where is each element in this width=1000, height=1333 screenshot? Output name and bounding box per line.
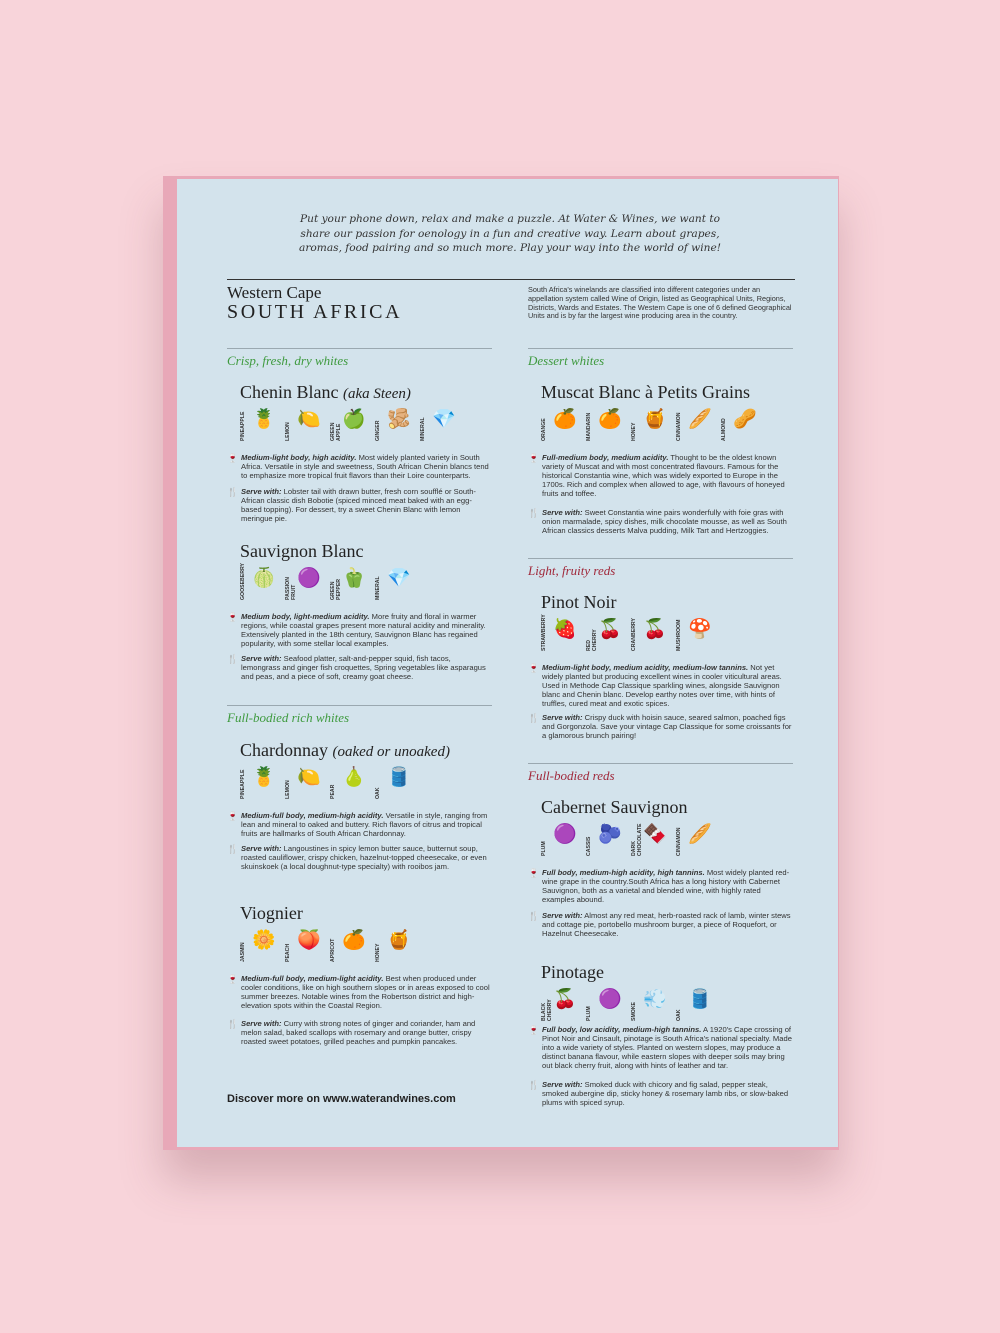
- wine-name-sauvignon: Sauvignon Blanc: [240, 541, 364, 561]
- mineral-icon: 💎: [387, 568, 411, 589]
- wine-glass-icon: 🍷: [528, 453, 540, 463]
- serve-note-chenin: 🍴 Serve with: Lobster tail with drawn butter, fresh corn soufflé or South-African classic dish Bobotie (spiced minced meat baked with an egg-based topping). For dessert, try a sweet Chenin Blanc with lemon meringue pie.: [227, 487, 476, 523]
- aroma-label: PEAR: [330, 784, 336, 799]
- aroma-label: GINGER: [375, 420, 381, 441]
- green-apple-icon: 🍏: [342, 409, 366, 430]
- wine-glass-icon: 🍷: [227, 811, 239, 821]
- serve-note-cabernet: 🍴 Serve with: Almost any red meat, herb-roasted rack of lamb, winter stews and cottage pie, portobello mushroom burger, a piece of Roquefort, or Hazelnut Cheesecake.: [528, 911, 791, 938]
- cranberry-icon: 🍒: [643, 619, 667, 640]
- aroma-item: [285, 928, 333, 964]
- aroma-label: ORANGE: [541, 418, 547, 441]
- fork-icon: 🍴: [227, 654, 239, 664]
- aroma-label: ALMOND: [721, 418, 727, 441]
- aroma-label: GOOSEBERRY: [240, 563, 246, 600]
- aroma-item: [285, 765, 333, 801]
- wine-glass-icon: 🍷: [528, 868, 540, 878]
- intro-text: Put your phone down, relax and make a puzzle. At Water & Wines, we want to share our passion for oenology in a fun and creative way. Learn about grapes, aromas, food pairing and so much more. Play your way into the world of wine!: [299, 213, 721, 254]
- aroma-item: [586, 987, 634, 1023]
- aroma-label: CASSIS: [586, 836, 592, 856]
- aroma-label: PLUM: [586, 1006, 592, 1021]
- aroma-item: [240, 407, 288, 443]
- aroma-item: [240, 928, 288, 964]
- serve-note-chardonnay: 🍴 Serve with: Langoustines in spicy lemon butter sauce, butternut soup, roasted cauliflower, crispy chicken, hazelnut-topped cheesecake, or even skuinskoek (a local doughnut-type specialty) with rooibos jam.: [227, 844, 487, 871]
- pineapple-icon: 🍍: [252, 409, 276, 430]
- aroma-label: OAK: [375, 787, 381, 799]
- aroma-item: [375, 566, 423, 602]
- body-note-sauvignon: 🍷 Medium body, light-medium acidity. More fruity and floral in warmer regions, while coastal grapes present more natural acidity and minerality. Extensively planted in the 18th century, Sauvignon Blanc has regained popularity, with some stellar local examples.: [227, 612, 486, 648]
- aroma-label: CRANBERRY: [631, 618, 637, 651]
- mandarin-icon: 🍊: [598, 409, 622, 430]
- region-title: Western Cape: [227, 283, 322, 302]
- cinnamon-icon: 🥖: [688, 409, 712, 430]
- oak-icon: 🛢️: [688, 989, 712, 1010]
- body-note-viognier: 🍷 Medium-full body, medium-light acidity. Best when produced under cooler conditions, like on high southern slopes or in areas exposed to cool summer breezes. Notable wines from the Robertson district and high-elevation spots within the Coastal Region.: [227, 974, 490, 1010]
- wine-name-viognier: Viognier: [240, 903, 303, 923]
- aroma-label: MUSHROOM: [676, 619, 682, 651]
- aroma-item: [375, 928, 423, 964]
- aroma-item: [420, 407, 468, 443]
- aroma-label: STRAWBERRY: [541, 614, 547, 651]
- wine-name-pinot-noir: Pinot Noir: [541, 592, 617, 612]
- country-title: SOUTH AFRICA: [227, 301, 403, 323]
- red-cherry-icon: 🍒: [598, 619, 622, 640]
- honey-icon: 🍯: [643, 409, 667, 430]
- about-text: South Africa's winelands are classified into different categories under an appellation system called Wine of Origin, listed as Geographical Units, Regions, Districts, Wards and Estates. The Western Cape is one of 6 defined Geographical Units and is by far the largest wine producing area in the country.: [528, 285, 792, 321]
- honey-icon: 🍯: [387, 930, 411, 951]
- aroma-label: MINERAL: [420, 417, 426, 441]
- wine-glass-icon: 🍷: [227, 453, 239, 463]
- wine-glass-icon: 🍷: [528, 663, 540, 673]
- aroma-label: LEMON: [285, 780, 291, 799]
- serve-note-sauvignon: 🍴 Serve with: Seafood platter, salt-and-pepper squid, fish tacos, lemongrass and ginger fish croquettes, Spring vegetables like asparagus and peas, and a piece of soft, creamy goat cheese.: [227, 654, 486, 681]
- aroma-item: [631, 822, 679, 858]
- aroma-label: PINEAPPLE: [240, 769, 246, 799]
- aroma-item: [375, 765, 423, 801]
- aroma-item: [631, 987, 679, 1023]
- body-note-pinot-noir: 🍷 Medium-light body, medium acidity, medium-low tannins. Not yet widely planted but producing excellent wines in cooler viticultural areas. Used in Methode Cap Classique sparkling wines, alongside Sauvignon blanc and Chenin blanc. Develop earthy notes over time, with hints of truffles, cured meat and exotic spices.: [528, 663, 782, 708]
- aroma-item: [586, 617, 634, 653]
- aroma-item: [240, 563, 288, 602]
- aroma-item: [631, 407, 679, 443]
- aroma-label: OAK: [676, 1009, 682, 1021]
- smoke-icon: 💨: [643, 989, 667, 1010]
- aroma-label: JASMIN: [240, 942, 246, 962]
- aroma-label: PASSION FRUIT: [285, 577, 297, 600]
- fork-icon: 🍴: [528, 1080, 540, 1090]
- aroma-item: [330, 407, 378, 443]
- wine-glass-icon: 🍷: [227, 612, 239, 622]
- aroma-item: [285, 566, 333, 602]
- aroma-label: CINNAMON: [676, 412, 682, 441]
- green-pepper-icon: 🫑: [342, 568, 366, 589]
- aroma-item: [676, 617, 724, 653]
- peach-icon: 🍑: [297, 930, 321, 951]
- aroma-item: [676, 822, 724, 858]
- discover-link[interactable]: Discover more on www.waterandwines.com: [227, 1093, 456, 1105]
- wine-name-muscat: Muscat Blanc à Petits Grains: [541, 382, 750, 402]
- aroma-item: [586, 822, 634, 858]
- aroma-label: DARK CHOCOLATE: [631, 823, 643, 856]
- aroma-item: [330, 928, 378, 964]
- dark-chocolate-icon: 🍫: [643, 824, 667, 845]
- fork-icon: 🍴: [227, 844, 239, 854]
- pear-icon: 🍐: [342, 767, 366, 788]
- aroma-label: APRICOT: [330, 938, 336, 962]
- aroma-label: GREEN PEPPER: [330, 578, 342, 600]
- aroma-label: GREEN APPLE: [330, 422, 342, 441]
- aroma-item: [285, 407, 333, 443]
- body-note-muscat: 🍷 Full-medium body, medium acidity. Thought to be the oldest known variety of Muscat and with most concentrated flavours. Famous for the historical Constantia wine, which was widely exported to Europe in the 1700s. Rich and complex when allowed to age, with flavours of honeyed fruits and toffee.: [528, 453, 785, 498]
- plum-icon: 🟣: [553, 824, 577, 845]
- plum-icon: 🟣: [598, 989, 622, 1010]
- section-crisp-whites: Crisp, fresh, dry whites: [227, 353, 348, 369]
- fork-icon: 🍴: [227, 1019, 239, 1029]
- aroma-item: [541, 407, 589, 443]
- aroma-label: PLUM: [541, 841, 547, 856]
- aroma-item: [586, 407, 634, 443]
- aroma-label: MINERAL: [375, 576, 381, 600]
- serve-note-viognier: 🍴 Serve with: Curry with strong notes of ginger and coriander, ham and melon salad, baked scallops with rosemary and orange butter, crispy roasted sweet potatoes, grilled peaches and pumpkin pancakes.: [227, 1019, 476, 1046]
- gooseberry-icon: 🍈: [252, 568, 276, 589]
- aroma-item: [631, 617, 679, 653]
- aroma-label: PINEAPPLE: [240, 411, 246, 441]
- mineral-icon: 💎: [432, 409, 456, 430]
- wine-name-chardonnay: Chardonnay (oaked or unoaked): [240, 740, 450, 760]
- fork-icon: 🍴: [227, 487, 239, 497]
- aroma-item: [240, 765, 288, 801]
- cassis-icon: 🫐: [598, 824, 622, 845]
- aroma-item: [330, 566, 378, 602]
- section-full-reds: Full-bodied reds: [528, 768, 615, 784]
- cinnamon-icon: 🥖: [688, 824, 712, 845]
- aroma-label: PEACH: [285, 943, 291, 962]
- fork-icon: 🍴: [528, 911, 540, 921]
- pineapple-icon: 🍍: [252, 767, 276, 788]
- lemon-icon: 🍋: [297, 409, 321, 430]
- aroma-label: HONEY: [375, 943, 381, 962]
- aroma-label: LEMON: [285, 422, 291, 441]
- aroma-item: [721, 407, 769, 443]
- strawberry-icon: 🍓: [553, 619, 577, 640]
- black-cherry-icon: 🍒: [553, 989, 577, 1010]
- wine-glass-icon: 🍷: [227, 974, 239, 984]
- wine-name-pinotage: Pinotage: [541, 962, 604, 982]
- aroma-label: BLACK CHERRY: [541, 999, 553, 1021]
- almond-icon: 🥜: [733, 409, 757, 430]
- jasmin-icon: 🌼: [252, 930, 276, 951]
- wine-glass-icon: 🍷: [528, 1025, 540, 1035]
- body-note-pinotage: 🍷 Full body, low acidity, medium-high tannins. A 1920's Cape crossing of Pinot Noir and Cinsault, pinotage is South Africa's national specialty. Made into a wide variety of styles. Planted on western slopes, may produce a distinct banana flavour, while eastern slopes with deeper soils may bring out black cherry fruit, along with hints of leather and tar.: [528, 1025, 792, 1070]
- body-note-chenin: 🍷 Medium-light body, high acidity. Most widely planted variety in South Africa. Versatile in style and sweetness, South African Chenin blancs tend to emphasize more tropical fruit flavors than their Loire counterparts.: [227, 453, 489, 480]
- body-note-chardonnay: 🍷 Medium-full body, medium-high acidity. Versatile in style, ranging from lean and mineral to oaked and buttery. Rich flavors of citrus and tropical fruits are hallmarks of South African Chardonnay.: [227, 811, 488, 838]
- aroma-label: SMOKE: [631, 1001, 637, 1021]
- divider: [227, 279, 795, 280]
- aroma-label: RED CHERRY: [586, 629, 598, 651]
- aroma-item: [676, 407, 724, 443]
- oak-icon: 🛢️: [387, 767, 411, 788]
- serve-note-muscat: 🍴 Serve with: Sweet Constantia wine pairs wonderfully with foie gras with onion marmalade, spicy dishes, milk chocolate mousse, as well as South African classics desserts Malva pudding, Milk Tart and Hertzoggies.: [528, 508, 787, 535]
- ginger-icon: 🫚: [387, 409, 411, 430]
- serve-note-pinotage: 🍴 Serve with: Smoked duck with chicory and fig salad, pepper steak, smoked aubergine dip, sticky honey & rosemary lamb ribs, or slow-baked plums with spiced syrup.: [528, 1080, 789, 1107]
- body-note-cabernet: 🍷 Full body, medium-high acidity, high tannins. Most widely planted red-wine grape in the country.South Africa has a long history with Cabernet Sauvignon, both as a varietal and blended wine, with highly rated examples abound.: [528, 868, 790, 904]
- section-dessert-whites: Dessert whites: [528, 353, 604, 369]
- section-light-reds: Light, fruity reds: [528, 563, 615, 579]
- section-full-whites: Full-bodied rich whites: [227, 710, 349, 726]
- fork-icon: 🍴: [528, 508, 540, 518]
- aroma-label: HONEY: [631, 422, 637, 441]
- orange-icon: 🍊: [553, 409, 577, 430]
- aroma-item: [541, 614, 589, 653]
- lemon-icon: 🍋: [297, 767, 321, 788]
- mushroom-icon: 🍄: [688, 619, 712, 640]
- fork-icon: 🍴: [528, 713, 540, 723]
- wine-name-chenin: Chenin Blanc (aka Steen): [240, 382, 411, 402]
- aroma-item: [375, 407, 423, 443]
- apricot-icon: 🍊: [342, 930, 366, 951]
- aroma-item: [541, 822, 589, 858]
- wine-name-cabernet: Cabernet Sauvignon: [541, 797, 688, 817]
- aroma-item: [676, 987, 724, 1023]
- aroma-item: [330, 765, 378, 801]
- aroma-item: [541, 987, 589, 1023]
- passion-fruit-icon: 🟣: [297, 568, 321, 589]
- serve-note-pinot-noir: 🍴 Serve with: Crispy duck with hoisin sauce, seared salmon, poached figs and Gorgonzola. Save your vintage Cap Classique for some croissants for a glamorous brunch pairing!: [528, 713, 792, 740]
- aroma-label: MANDARIN: [586, 412, 592, 441]
- aroma-label: CINNAMON: [676, 827, 682, 856]
